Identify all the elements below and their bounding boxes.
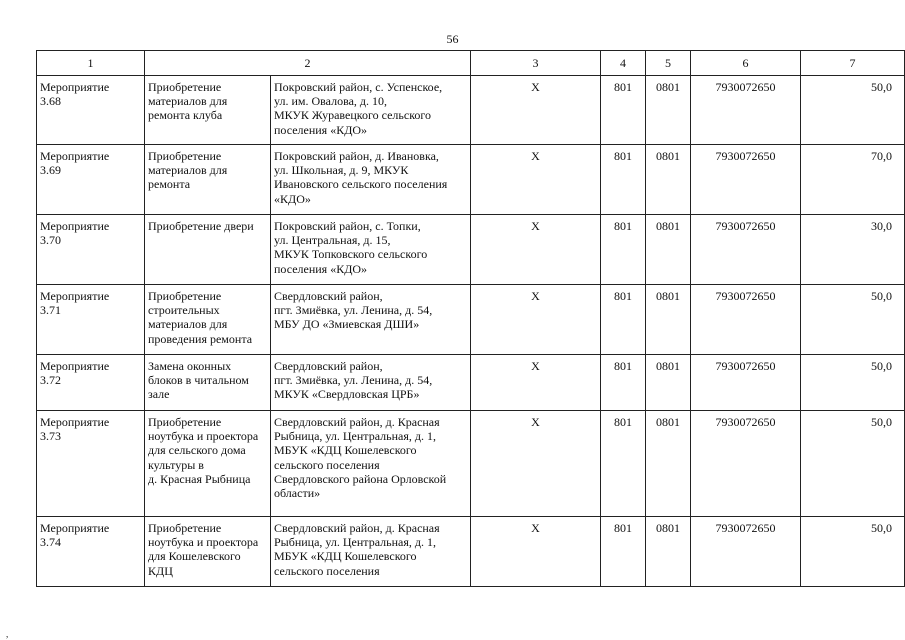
- table-row: [37, 517, 905, 587]
- budget-table: [36, 50, 905, 587]
- target-code-cell: 7930072650: [691, 285, 801, 355]
- event-cell: Мероприятие 3.74: [37, 517, 145, 587]
- name-cell: Приобретение материалов для ремонта: [145, 145, 271, 215]
- section-cell: 0801: [646, 145, 691, 215]
- place-cell: Свердловский район, д. Красная Рыбница, ул. Центральная, д. 1, МБУК «КДЦ Кошелевского сельского поселения: [271, 517, 471, 587]
- mark-cell: Х: [471, 76, 601, 145]
- header-col-5: 5: [646, 51, 691, 76]
- place-cell: Покровский район, с. Топки, ул. Центральная, д. 15, МКУК Топковского сельского поселения «КДО»: [271, 215, 471, 285]
- target-code-cell: 7930072650: [691, 355, 801, 411]
- event-cell: Мероприятие 3.69: [37, 145, 145, 215]
- target-code-cell: 7930072650: [691, 517, 801, 587]
- amount-cell: 50,0: [801, 517, 905, 587]
- section-cell: 0801: [646, 355, 691, 411]
- header-col-2: 2: [145, 51, 471, 76]
- section-cell: 0801: [646, 411, 691, 517]
- target-code-cell: 7930072650: [691, 215, 801, 285]
- amount-cell: 50,0: [801, 411, 905, 517]
- section-cell: 0801: [646, 517, 691, 587]
- mark-cell: Х: [471, 215, 601, 285]
- mark-cell: Х: [471, 411, 601, 517]
- header-col-1: 1: [37, 51, 145, 76]
- code-cell: 801: [601, 411, 646, 517]
- event-cell: Мероприятие 3.68: [37, 76, 145, 145]
- table-row: [37, 411, 905, 517]
- event-cell: Мероприятие 3.71: [37, 285, 145, 355]
- section-cell: 0801: [646, 76, 691, 145]
- name-cell: Приобретение строительных материалов для проведения ремонта: [145, 285, 271, 355]
- place-cell: Свердловский район, пгт. Змиёвка, ул. Ленина, д. 54, МКУК «Свердловская ЦРБ»: [271, 355, 471, 411]
- event-cell: Мероприятие 3.72: [37, 355, 145, 411]
- mark-cell: Х: [471, 285, 601, 355]
- mark-cell: Х: [471, 355, 601, 411]
- event-cell: Мероприятие 3.73: [37, 411, 145, 517]
- code-cell: 801: [601, 215, 646, 285]
- target-code-cell: 7930072650: [691, 145, 801, 215]
- mark-cell: Х: [471, 145, 601, 215]
- name-cell: Приобретение материалов для ремонта клуба: [145, 76, 271, 145]
- name-cell: Приобретение ноутбука и проектора для Кошелевского КДЦ: [145, 517, 271, 587]
- amount-cell: 30,0: [801, 215, 905, 285]
- amount-cell: 50,0: [801, 76, 905, 145]
- name-cell: Приобретение двери: [145, 215, 271, 285]
- target-code-cell: 7930072650: [691, 76, 801, 145]
- code-cell: 801: [601, 285, 646, 355]
- amount-cell: 50,0: [801, 355, 905, 411]
- event-cell: Мероприятие 3.70: [37, 215, 145, 285]
- code-cell: 801: [601, 517, 646, 587]
- code-cell: 801: [601, 145, 646, 215]
- page-number: 56: [446, 32, 459, 46]
- table-row: [37, 145, 905, 215]
- table-row: [37, 355, 905, 411]
- section-cell: 0801: [646, 215, 691, 285]
- place-cell: Свердловский район, д. Красная Рыбница, ул. Центральная, д. 1, МБУК «КДЦ Кошелевского сельского поселения Свердловского района Орловской области»: [271, 411, 471, 517]
- header-col-6: 6: [691, 51, 801, 76]
- name-cell: Приобретение ноутбука и проектора для сельского дома культуры в д. Красная Рыбница: [145, 411, 271, 517]
- code-cell: 801: [601, 355, 646, 411]
- table-row: [37, 215, 905, 285]
- place-cell: Покровский район, с. Успенское, ул. им. Овалова, д. 10, МКУК Журавецкого сельского поселения «КДО»: [271, 76, 471, 145]
- header-col-3: 3: [471, 51, 601, 76]
- mark-cell: Х: [471, 517, 601, 587]
- table-row: [37, 285, 905, 355]
- code-cell: 801: [601, 76, 646, 145]
- name-cell: Замена оконных блоков в читальном зале: [145, 355, 271, 411]
- target-code-cell: 7930072650: [691, 411, 801, 517]
- amount-cell: 50,0: [801, 285, 905, 355]
- table-row: [37, 76, 905, 145]
- place-cell: Свердловский район, пгт. Змиёвка, ул. Ленина, д. 54, МБУ ДО «Змиевская ДШИ»: [271, 285, 471, 355]
- section-cell: 0801: [646, 285, 691, 355]
- header-col-4: 4: [601, 51, 646, 76]
- header-row: [37, 51, 905, 76]
- amount-cell: 70,0: [801, 145, 905, 215]
- scan-mark: ,: [6, 629, 9, 639]
- header-col-7: 7: [801, 51, 905, 76]
- place-cell: Покровский район, д. Ивановка, ул. Школьная, д. 9, МКУК Ивановского сельского поселения «КДО»: [271, 145, 471, 215]
